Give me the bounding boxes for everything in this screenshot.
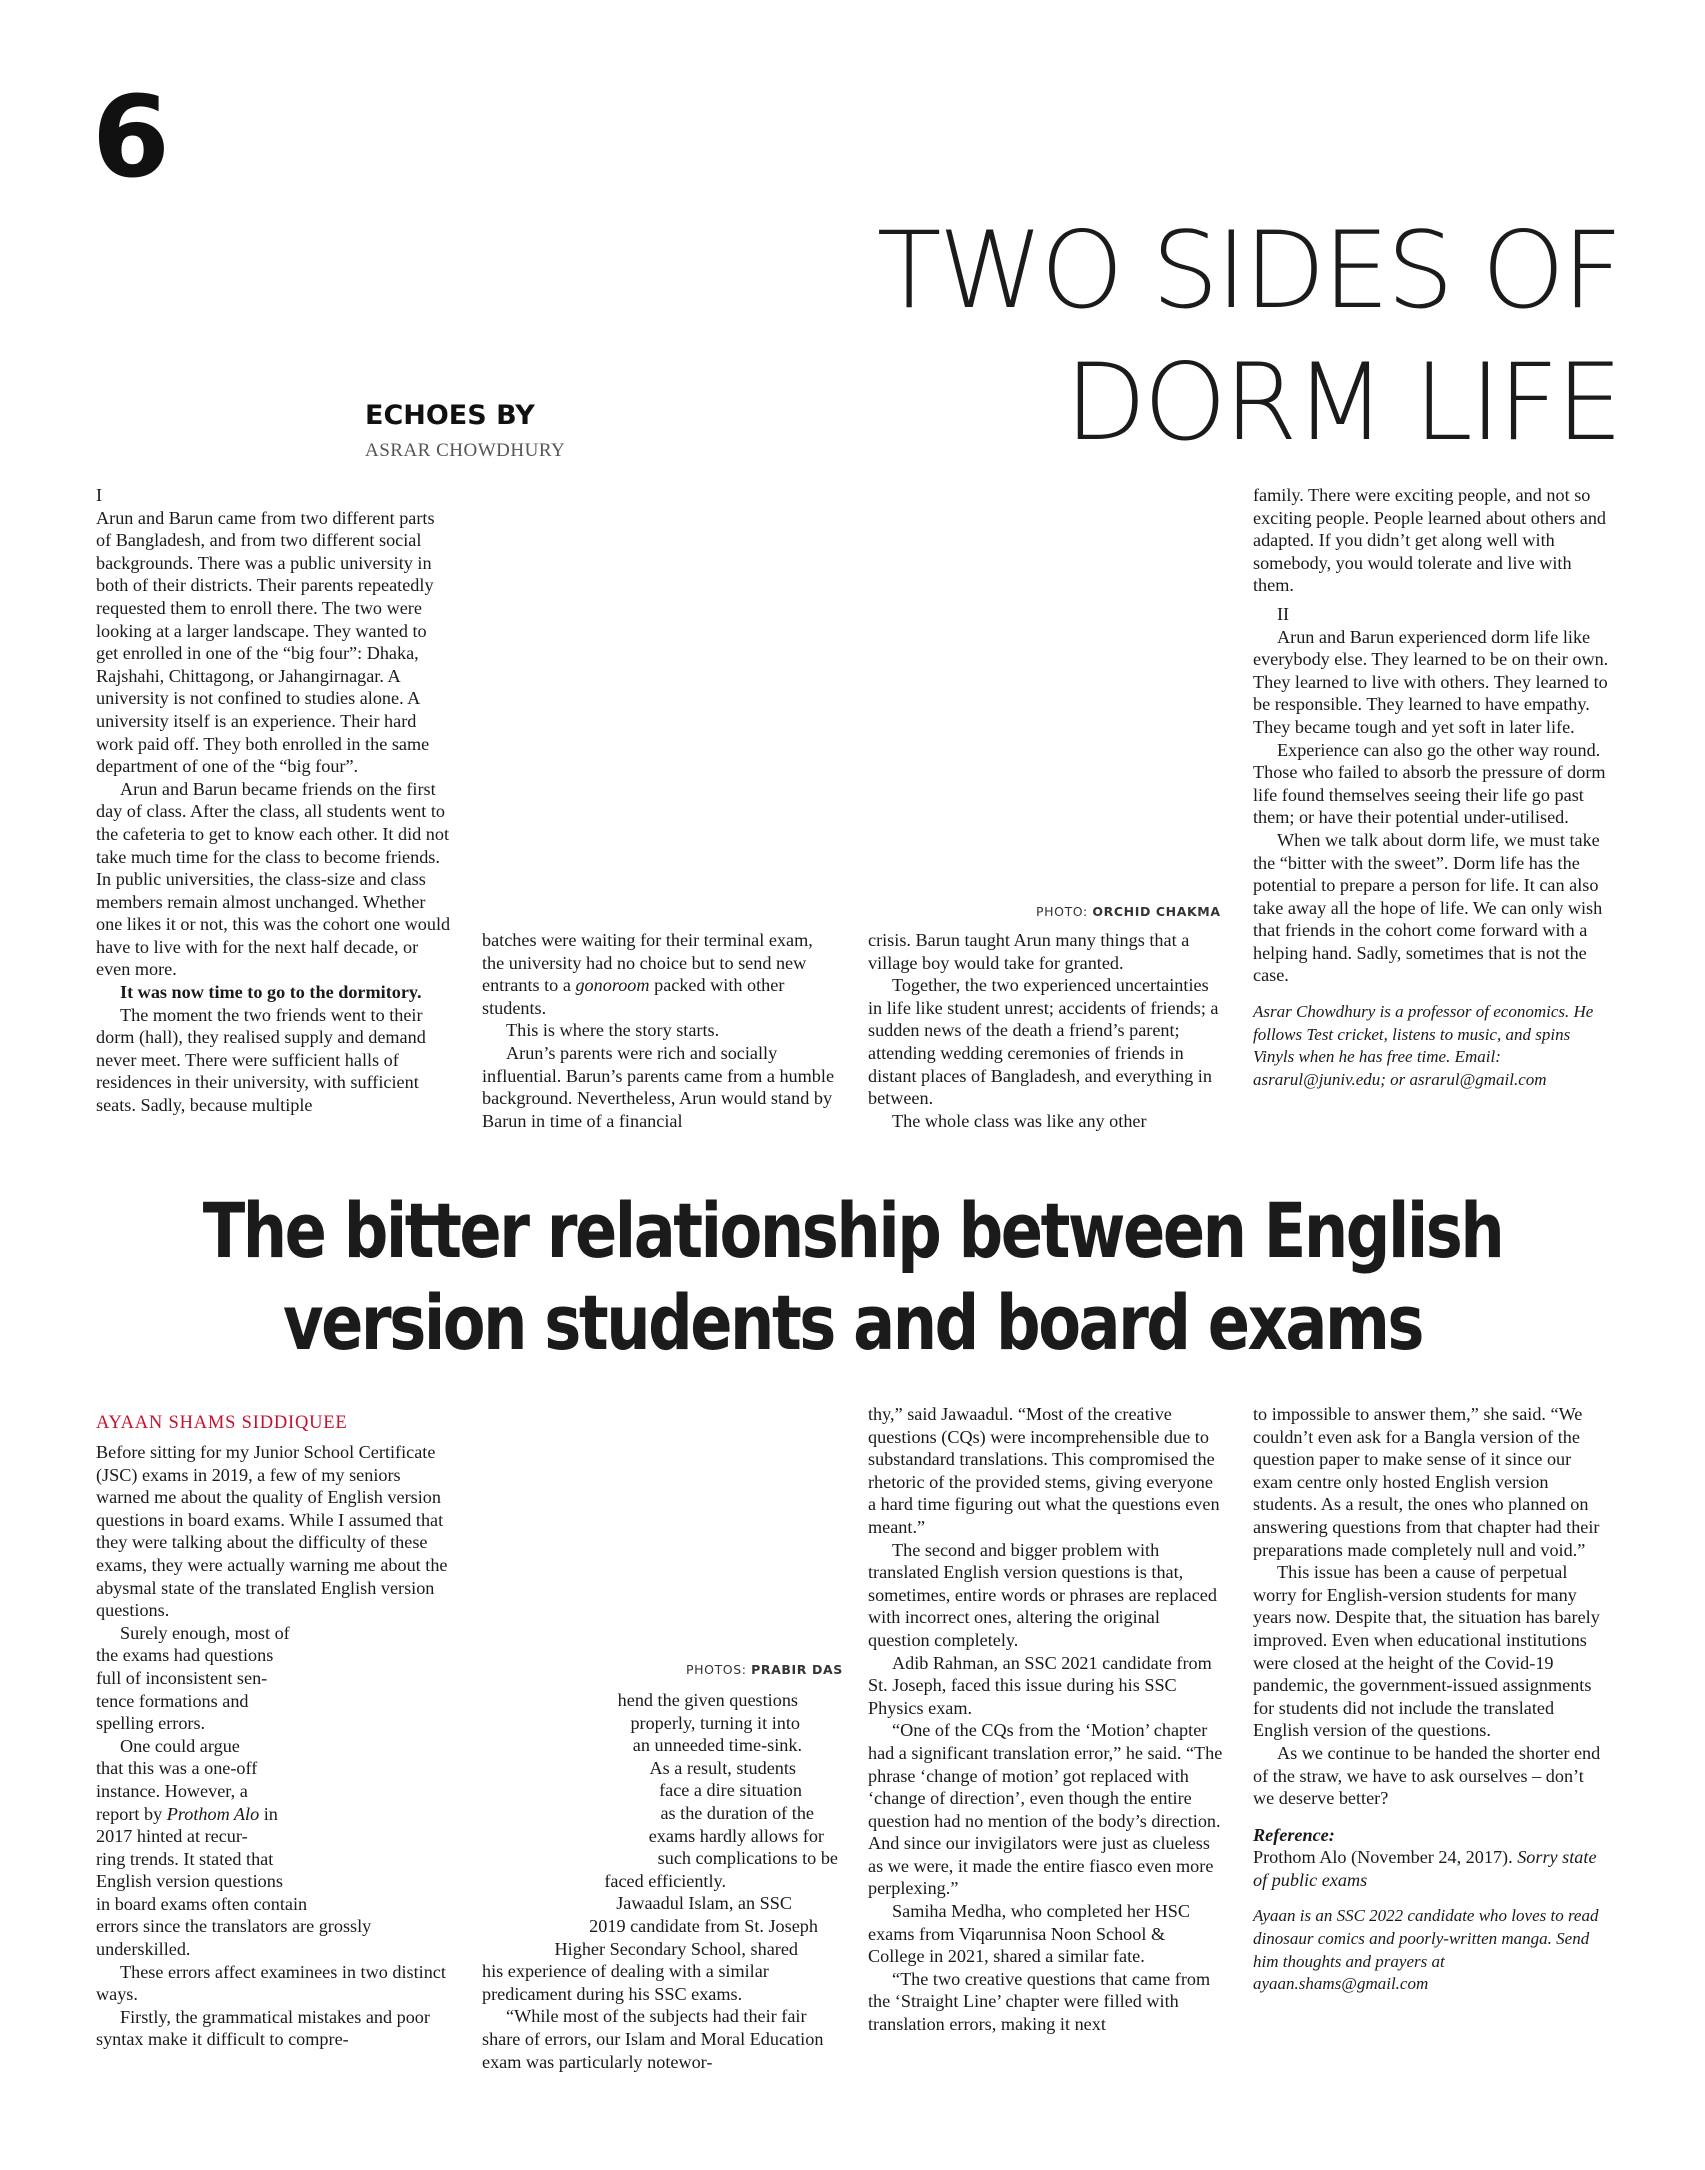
article2-paragraph: to impossible to answer them,” she said. “We couldn’t even ask for a Bangla version of the question paper to make sense of it since our exam centre only hosted English version students. As a result, the ones who planned on answering questions from that chapter had their preparations made completely null and void.”: [1253, 1404, 1600, 1560]
article1-headline: [640, 205, 1620, 469]
article2-wrapped-text: hend the given questions properly, turning it into an unneeded time-sink. As a result, students face a dire situation as the duration of the exams hardly allows for such complications to be faced efficiently. Jawaadul Islam, an SSC 2019 candidate from St. Joseph Higher Secondary School, shared: [554, 1690, 838, 1959]
article2-photo-credit: PHOTOS: PRABIR DAS: [686, 1662, 843, 1677]
article1-paragraph: The moment the two friends went to their dorm (hall), they realised supply and demand never meet. There were sufficient halls of residences in their university, with sufficient seats. Sadly, because multiple: [96, 1004, 426, 1116]
article2-author: AYAAN SHAMS SIDDIQUEE: [96, 1413, 348, 1433]
article2-paragraph: As we continue to be handed the shorter end of the straw, we have to ask ourselves – don’t we deserve better?: [1253, 1742, 1601, 1809]
article1-paragraph: batches were waiting for their terminal exam, the university had no choice but to send new entrants to a gonoroom packed with other students.: [482, 930, 813, 1018]
article1-paragraph: family. There were exciting people, and not so exciting people. People learned about others and adapted. If you didn’t get along well with somebody, you would tolerate and live with them.: [1253, 485, 1607, 596]
article2-headline-line2: version students and board exams: [282, 1278, 1423, 1367]
article2-paragraph: These errors affect examinees in two distinct ways.: [96, 1961, 446, 2005]
article1-paragraph: The whole class was like any other: [892, 1110, 1147, 1131]
page-number: 6: [92, 73, 170, 203]
article1-byline-label: ECHOES BY: [365, 400, 535, 431]
article2-paragraph: “While most of the subjects had their fair share of errors, our Islam and Moral Education exam was particularly notewor-: [482, 2006, 824, 2072]
section-marker-1: I: [96, 485, 103, 505]
article1-paragraph: Arun and Barun became friends on the first day of class. After the class, all students went to the cafeteria to get to know each other. It did not take much time for the class to become friends. In public universities, the class-size and class members remain almost unchanged. Whether one likes it or not, this was the cohort one would have to live with for the next half decade, or even more.: [96, 778, 451, 980]
article2-headline: [153, 1185, 1551, 1369]
article1-paragraph: Experience can also go the other way round. Those who failed to absorb the pressure of dorm life found themselves seeing their life go past them; or have their potential under-utilised.: [1253, 739, 1606, 828]
article1-photo-credit: PHOTO: ORCHID CHAKMA: [1036, 904, 1221, 919]
article1-paragraph: When we talk about dorm life, we must take the “bitter with the sweet”. Dorm life has the potential to prepare a person for life. It can also take away all the hope of life. We can only wish that friends in the cohort come forward with a helping hand. Sadly, sometimes that is not the case.: [1253, 829, 1603, 986]
article1-subhead: It was now time to go to the dormitory.: [120, 982, 422, 1003]
article1-paragraph: crisis. Barun taught Arun many things that a village boy would take for granted.: [868, 930, 1190, 973]
article1-column-2: [482, 929, 838, 1132]
article2-paragraph: This issue has been a cause of perpetual worry for English-version students for many years now. Despite that, the situation has barely improved. Even when educational institutions were closed at the height of the Covid-19 pandemic, the government-issued assignments for students did not include the translated English version of the questions.: [1253, 1562, 1600, 1741]
article2-column-1: [96, 1441, 452, 2051]
article2-paragraph: Samiha Medha, who completed her HSC exams from Viqarunnisa Noon School & College in 2021, shared a similar fate.: [868, 1901, 1191, 1967]
article1-column-3: [868, 929, 1224, 1132]
article1-headline-line2: DORM LIFE: [1064, 341, 1620, 464]
article1-paragraph: Together, the two experienced uncertainties in life like student unrest; accidents of friends; a sudden news of the death a friend’s parent; attending wedding ceremonies of friends in distant places of Bangladesh, and everything in between.: [868, 975, 1219, 1109]
article2-paragraph: “One of the CQs from the ‘Motion’ chapter had a significant translation error,” he said. “The phrase ‘change of motion’ got replaced with ‘change of direction’, even though the entire question had no mention of the body’s direction. And since our invigilators were just as clueless as we were, it made the entire fiasco even more perplexing.”: [868, 1720, 1223, 1899]
reference-text: Prothom Alo (November 24, 2017). Sorry state of public exams: [1253, 1847, 1597, 1890]
article1-headline-line1: TWO SIDES OF: [876, 209, 1620, 332]
article2-paragraph: “The two creative questions that came from the ‘Straight Line’ chapter were filled with translation errors, making it next: [868, 1968, 1211, 2035]
article1-paragraph: This is where the story starts.: [506, 1020, 720, 1041]
article2-paragraph: Adib Rahman, an SSC 2021 candidate from St. Joseph, faced this issue during his SSC Physics exam.: [868, 1652, 1212, 1718]
article2-paragraph: Before sitting for my Junior School Certificate (JSC) exams in 2019, a few of my seniors warned me about the quality of English version questions in board exams. While I assumed that they were talking about the difficulty of these exams, they were actually warning me about the abysmal state of the translated English version questions.: [96, 1442, 448, 1621]
article2-column-2: [482, 1689, 838, 2073]
article2-paragraph: his experience of dealing with a similar predicament during his SSC exams.: [482, 1961, 769, 2004]
article2-paragraph: Firstly, the grammatical mistakes and poor syntax make it difficult to compre-: [96, 2006, 430, 2050]
article2-author-bio: Ayaan is an SSC 2022 candidate who loves to read dinosaur comics and poorly-written manga. Send him thoughts and prayers at ayaan.shams@gmail.com: [1253, 1906, 1599, 1994]
article2-paragraph: The second and bigger problem with translated English version questions is that, sometimes, entire words or phrases are replaced with incorrect ones, altering the original question completely.: [868, 1539, 1217, 1650]
article2-wrapped-text: Surely enough, most of the exams had questions full of inconsistent sen- tence formations and spelling errors. One could argue that this was a one-off instance. However, a report by Prothom Alo in 2017 hinted at recur- ring trends. It stated that English version questions in board exams often contain errors since the translators are grossly underskilled.: [96, 1622, 372, 1960]
article1-column-4: [1253, 484, 1609, 1091]
article2-headline-line1: The bitter relationship between English: [202, 1186, 1503, 1275]
article1-paragraph: Arun and Barun came from two different parts of Bangladesh, and from two different social backgrounds. There was a public university in both of their districts. Their parents repeatedly requested them to enroll there. The two were looking at a larger landscape. They wanted to get enrolled in one of the “big four”: Dhaka, Rajshahi, Chittagong, or Jahangirnagar. A university is not confined to studies alone. A university itself is an experience. Their hard work paid off. They both enrolled in the same department of one of the “big four”.: [96, 507, 435, 777]
article1-paragraph: Arun’s parents were rich and socially influential. Barun’s parents came from a humble background. Nevertheless, Arun would stand by Barun in time of a financial: [482, 1042, 835, 1131]
article1-byline-name: ASRAR CHOWDHURY: [365, 440, 566, 461]
article1-column-1: [96, 484, 452, 1117]
article1-paragraph: Arun and Barun experienced dorm life like everybody else. They learned to be on their own. They learned to live with others. They learned to be responsible. They learned to have empathy. They became tough and yet soft in later life.: [1253, 626, 1609, 737]
article2-column-3: [868, 1403, 1224, 2036]
article2-column-4: [1253, 1403, 1609, 1996]
article2-paragraph: thy,” said Jawaadul. “Most of the creative questions (CQs) were incomprehensible due to substandard translations. This compromised the rhetoric of the provided stems, giving everyone a hard time figuring out what the questions even meant.”: [868, 1404, 1220, 1537]
article1-author-bio: Asrar Chowdhury is a professor of economics. He follows Test cricket, listens to music, and spins Vinyls when he has free time. Email: asrarul@juniv.edu; or asrarul@gmail.com: [1253, 1002, 1594, 1089]
reference-label: Reference:: [1253, 1824, 1335, 1845]
section-marker-2: II: [1277, 603, 1290, 624]
